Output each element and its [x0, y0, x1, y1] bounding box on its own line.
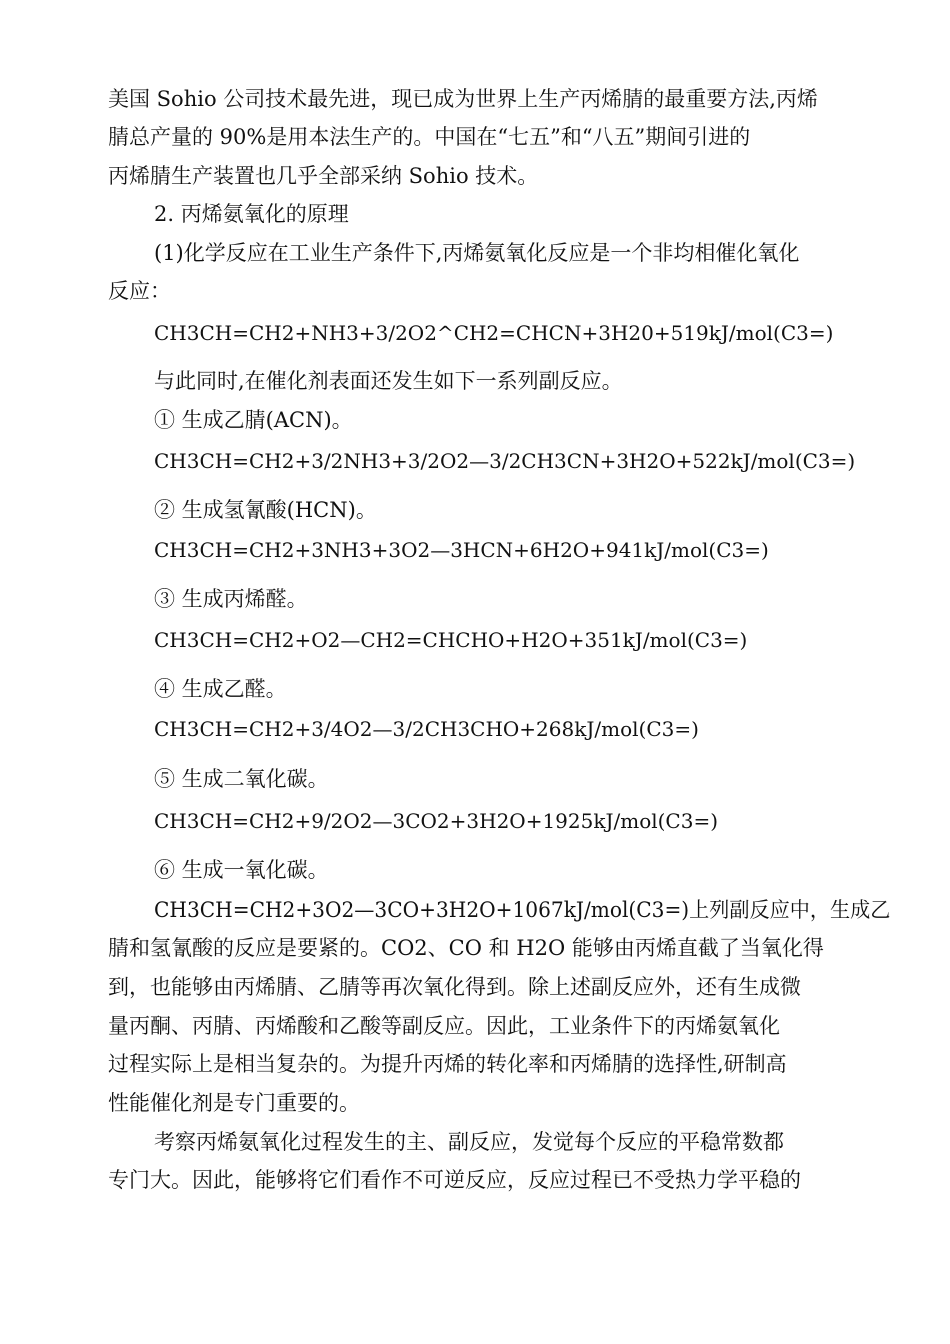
main-reaction-equation: CH3CH=CH2+NH3+3/2O2^CH2=CHCN+3H20+519kJ/mol(C3=)	[154, 321, 834, 345]
side-reaction-equation: CH3CH=CH2+3NH3+3O2—3HCN+6H2O+941kJ/mol(C3=)	[154, 538, 769, 562]
body-text-line: CH3CH=CH2+3O2—3CO+3H2O+1067kJ/mol(C3=)上列副反应中，生成乙	[154, 898, 891, 922]
body-text-line: 反应：	[108, 279, 171, 303]
side-reaction-equation: CH3CH=CH2+9/2O2—3CO2+3H2O+1925kJ/mol(C3=)	[154, 809, 719, 833]
body-text-line: 丙烯腈生产装置也几乎全部采纳 Sohio 技术。	[108, 164, 539, 188]
side-reaction-title: ② 生成氢氰酸(HCN)。	[154, 498, 377, 522]
body-text-line: 腈和氢氰酸的反应是要紧的。CO2、CO 和 H2O 能够由丙烯直截了当氧化得	[108, 936, 824, 960]
body-text-line: 专门大。因此，能够将它们看作不可逆反应，反应过程已不受热力学平稳的	[108, 1168, 801, 1192]
side-reaction-equation: CH3CH=CH2+O2—CH2=CHCHO+H2O+351kJ/mol(C3=)	[154, 628, 748, 652]
body-text-line: 腈总产量的 90%是用本法生产的。中国在“七五”和“八五”期间引进的	[108, 125, 751, 149]
side-reaction-title: ① 生成乙腈(ACN)。	[154, 408, 353, 432]
body-text-line: 与此同时,在催化剂表面还发生如下一系列副反应。	[154, 369, 623, 393]
body-text-line: 美国 Sohio 公司技术最先进，现已成为世界上生产丙烯腈的最重要方法,丙烯	[108, 87, 818, 111]
body-text-line: 量丙酮、丙腈、丙烯酸和乙酸等副反应。因此，工业条件下的丙烯氨氧化	[108, 1014, 780, 1038]
body-text-line: (1)化学反应在工业生产条件下,丙烯氨氧化反应是一个非均相催化氧化	[154, 241, 800, 265]
body-text-line: 到，也能够由丙烯腈、乙腈等再次氧化得到。除上述副反应外，还有生成微	[108, 975, 801, 999]
side-reaction-title: ⑤ 生成二氧化碳。	[154, 767, 329, 791]
side-reaction-equation: CH3CH=CH2+3/2NH3+3/2O2—3/2CH3CN+3H2O+522kJ/mol(C3=)	[154, 449, 856, 473]
side-reaction-equation: CH3CH=CH2+3/4O2—3/2CH3CHO+268kJ/mol(C3=)	[154, 717, 699, 741]
side-reaction-title: ④ 生成乙醛。	[154, 677, 287, 701]
section-heading: 2. 丙烯氨氧化的原理	[154, 202, 349, 226]
body-text-line: 性能催化剂是专门重要的。	[108, 1091, 360, 1115]
side-reaction-title: ③ 生成丙烯醛。	[154, 587, 308, 611]
side-reaction-title: ⑥ 生成一氧化碳。	[154, 858, 329, 882]
body-text-line: 考察丙烯氨氧化过程发生的主、副反应，发觉每个反应的平稳常数都	[154, 1130, 784, 1154]
body-text-line: 过程实际上是相当复杂的。为提升丙烯的转化率和丙烯腈的选择性,研制高	[108, 1052, 787, 1076]
